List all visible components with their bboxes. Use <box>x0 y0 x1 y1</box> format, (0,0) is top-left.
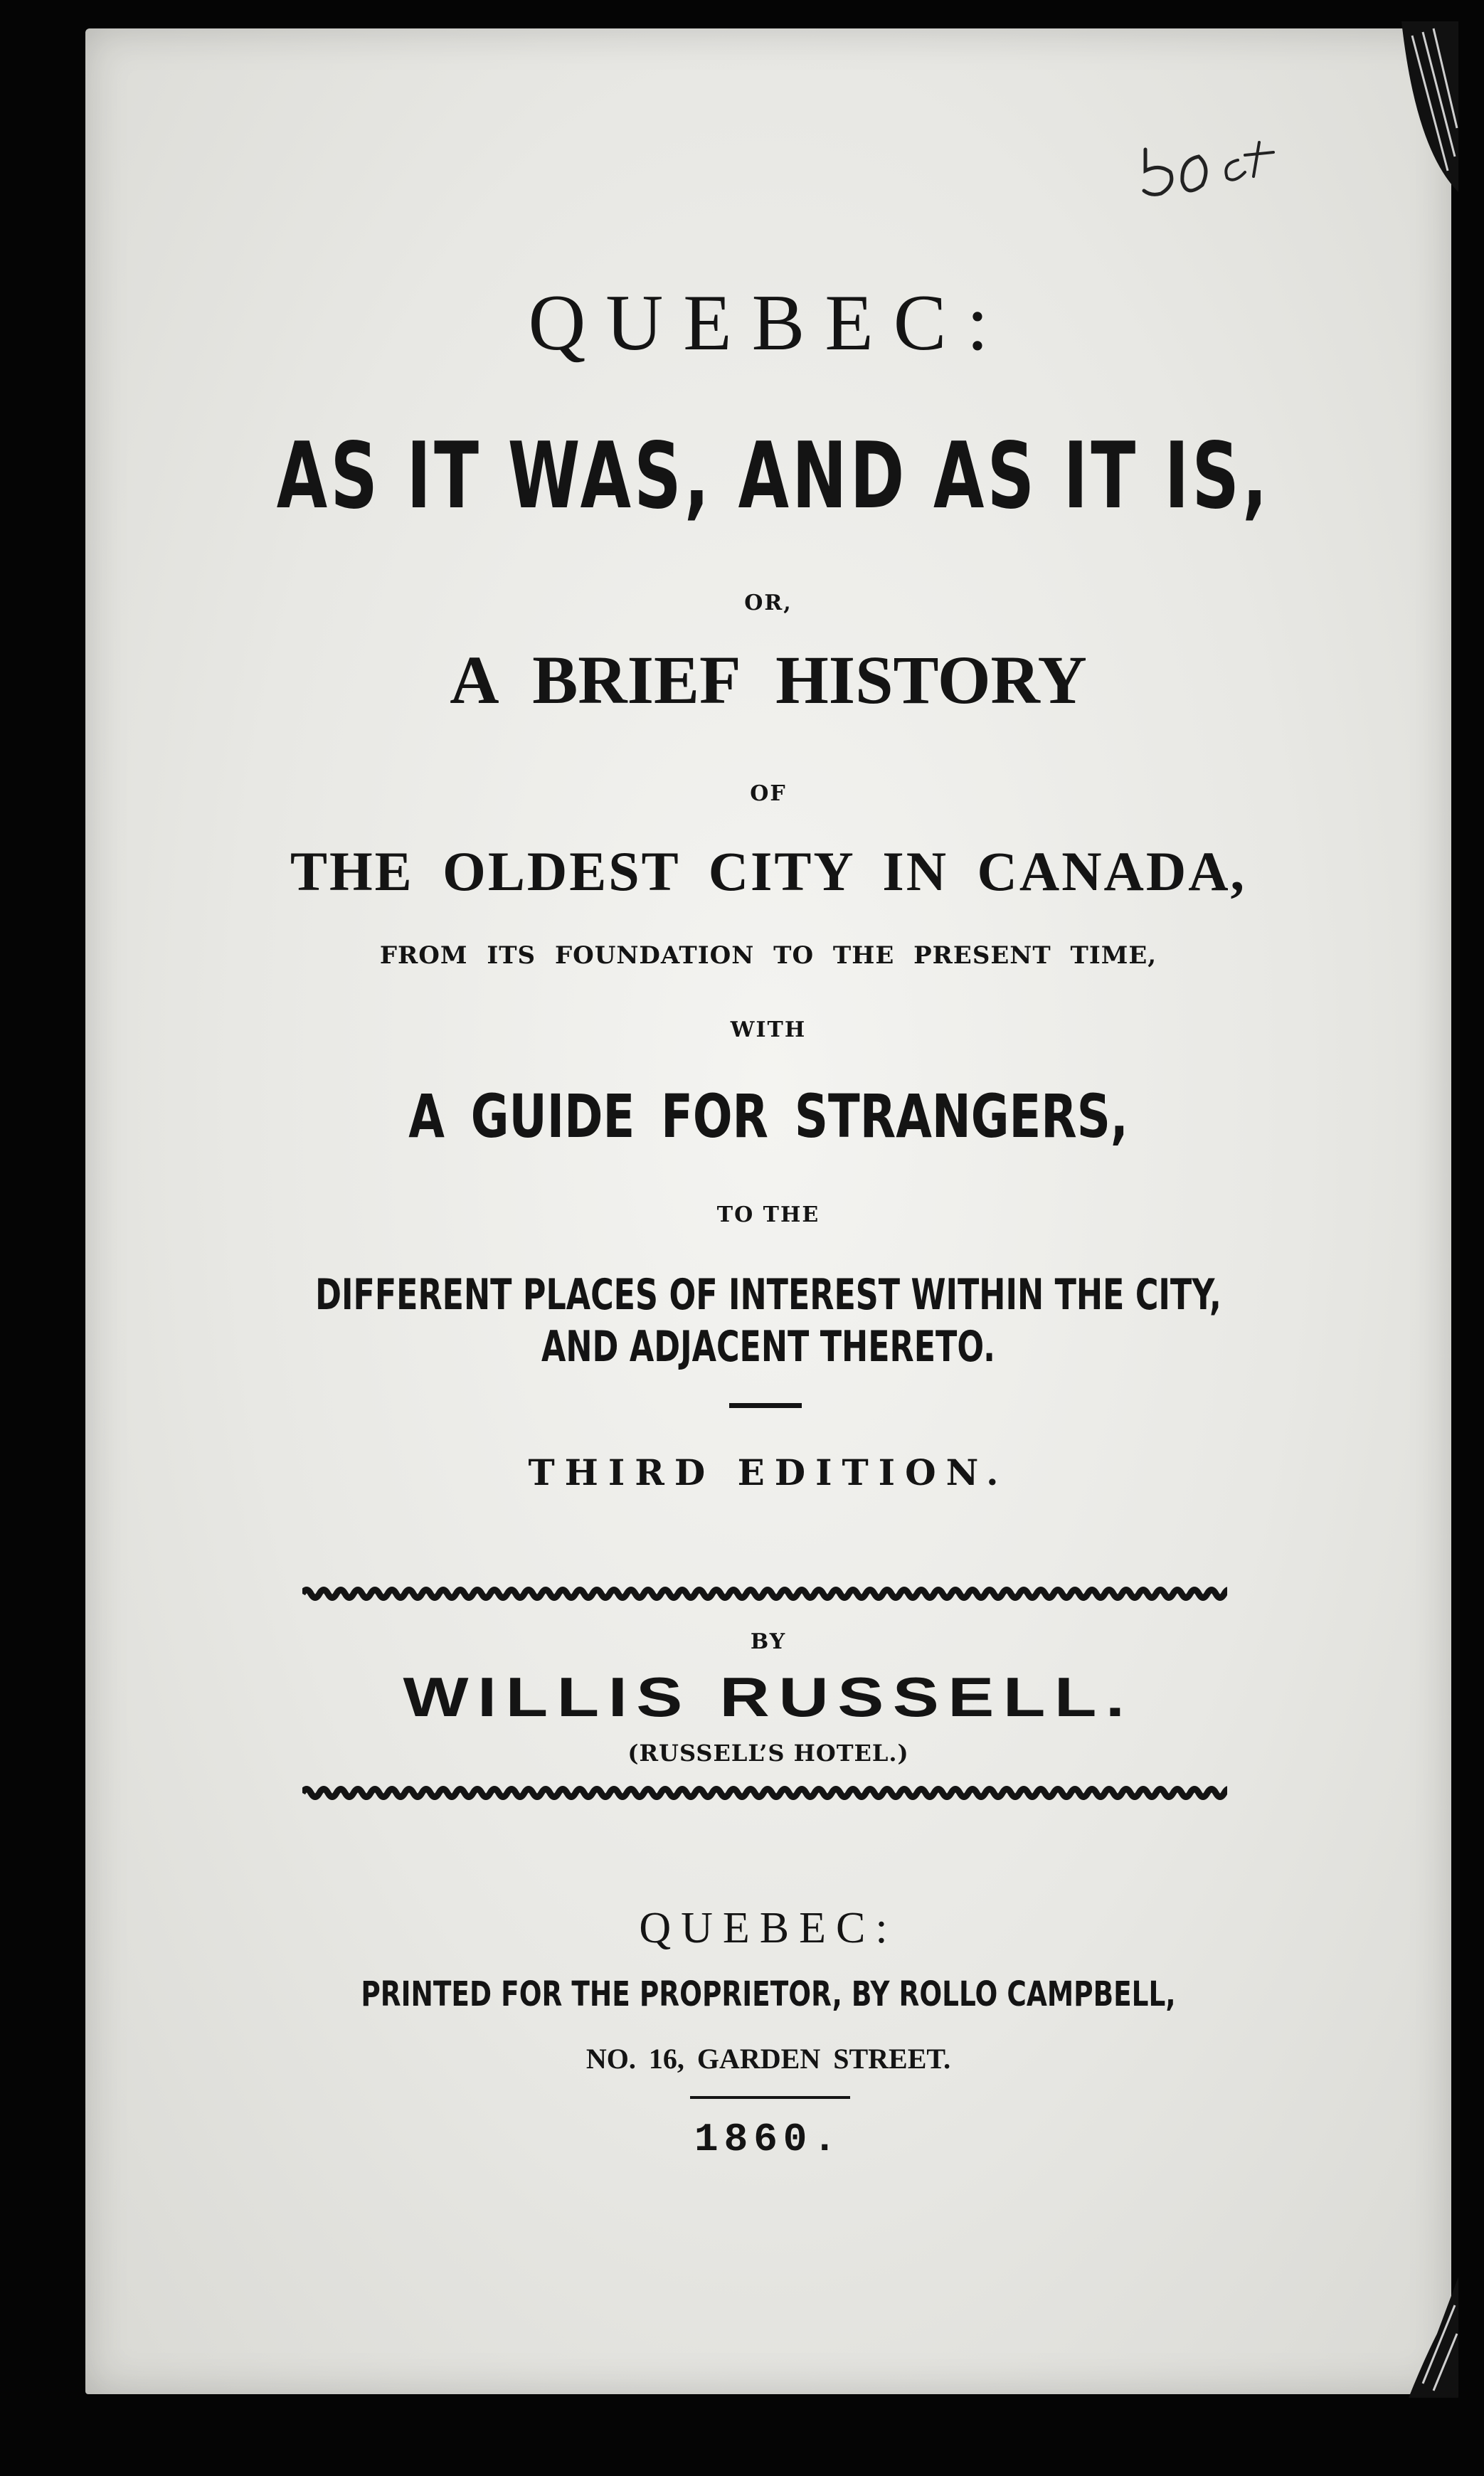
subtitle-adjacent: AND ADJACENT THERETO. <box>541 1322 995 1372</box>
author-note: (RUSSELL’S HOTEL.) <box>627 1740 909 1767</box>
edition-label: THIRD EDITION. <box>528 1451 1009 1493</box>
title-page <box>85 28 1451 2394</box>
short-rule-divider <box>729 1403 802 1408</box>
publication-year: 1860. <box>694 2117 843 2162</box>
double-rule-divider <box>690 2096 850 2099</box>
author-name: WILLIS RUSSELL. <box>403 1666 1134 1728</box>
wavy-rule-bottom <box>302 1782 1227 1804</box>
imprint-printer: PRINTED FOR THE PROPRIETOR, BY ROLLO CAMPBELL, <box>361 1974 1176 2014</box>
subtitle-brief-history: A BRIEF HISTORY <box>450 642 1087 718</box>
by-connector: BY <box>750 1629 787 1654</box>
main-title: AS IT WAS, AND AS IT IS, <box>276 423 1271 529</box>
handwritten-price-note <box>1131 128 1316 206</box>
wavy-rule-top <box>302 1583 1227 1604</box>
with-connector: WITH <box>730 1017 807 1042</box>
of-connector: OF <box>750 781 787 806</box>
imprint-city: QUEBEC: <box>639 1904 898 1952</box>
subtitle-different-places: DIFFERENT PLACES OF INTEREST WITHIN THE CITY, <box>315 1270 1221 1320</box>
torn-corner-top-right <box>1295 21 1458 206</box>
city-heading: QUEBEC: <box>528 279 1009 367</box>
imprint-address: NO. 16, GARDEN STREET. <box>585 2043 951 2075</box>
subtitle-guide: A GUIDE FOR STRANGERS, <box>408 1081 1128 1151</box>
to-the-connector: TO THE <box>716 1202 820 1227</box>
torn-corner-bottom-right <box>1394 2277 1458 2398</box>
subtitle-oldest-city: THE OLDEST CITY IN CANADA, <box>290 840 1247 902</box>
or-connector: OR, <box>744 591 793 615</box>
subtitle-from-foundation: FROM ITS FOUNDATION TO THE PRESENT TIME, <box>379 941 1157 970</box>
